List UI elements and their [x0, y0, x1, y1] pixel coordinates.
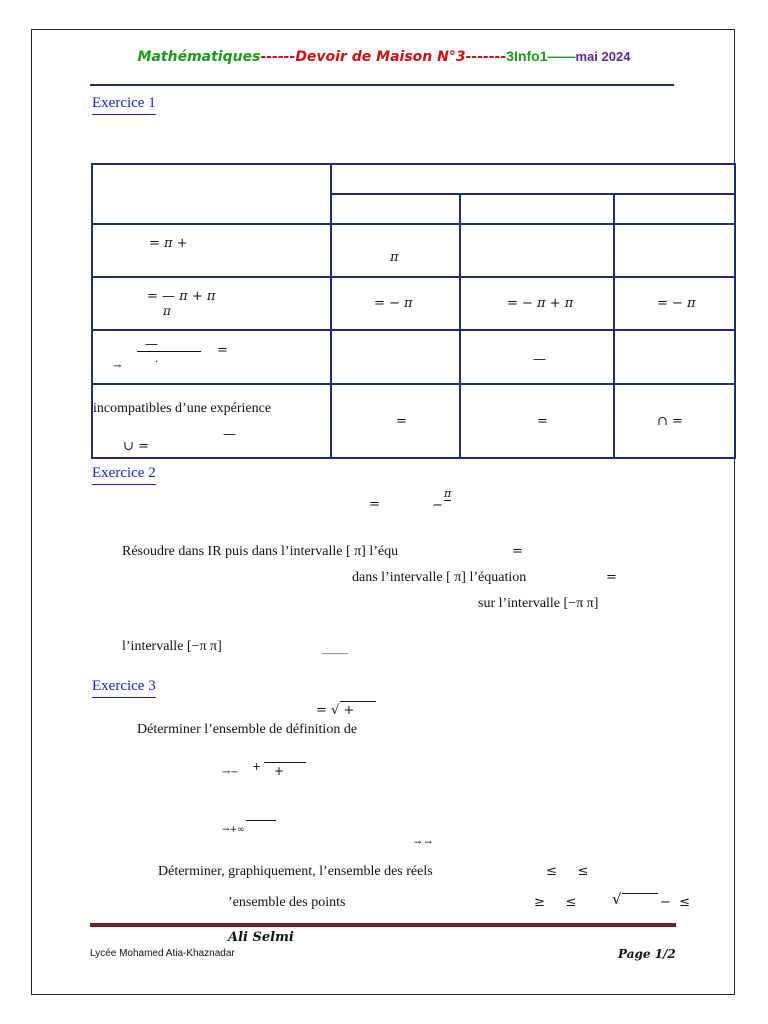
table-row-1-col-2	[460, 224, 614, 277]
exercise-3-line-3-tail: − ≤	[660, 895, 691, 910]
footer-signature: Ali Selmi	[228, 930, 294, 945]
exercise-2-equation-pi: π	[444, 487, 452, 500]
table-row-3-col-1	[331, 330, 460, 384]
document-header	[0, 48, 768, 66]
exercise-3-limit-2-bar	[246, 820, 276, 821]
table-row-2-col-3: = − π	[614, 277, 735, 330]
exercise-3-line-1: Déterminer l’ensemble de définition de	[137, 722, 358, 737]
table-row-2-col-1: = − π	[331, 277, 460, 330]
exercise-1-table	[91, 163, 736, 459]
exercise-3-line-3-sqrt-bar	[622, 893, 658, 894]
exercise-2-title: Exercice 2	[92, 465, 156, 485]
table-row-1-col-3	[614, 224, 735, 277]
footer-page-number: Page 1/2	[618, 947, 676, 961]
table-row-4-label: incompatibles d’une expérience — ∪ =	[92, 384, 331, 458]
table-cell-subheader-2	[460, 194, 614, 224]
exercise-1-title: Exercice 1	[92, 95, 156, 115]
exercise-3-line-3: ’ensemble des points	[228, 895, 346, 910]
header-subject: Mathématiques	[137, 49, 261, 65]
exercise-2-equation-minus: −	[432, 498, 443, 513]
exercise-3-limit-1-plus: +	[252, 760, 262, 773]
exercise-2-equation-equals: =	[369, 497, 380, 512]
table-row-4-col-3: ∩ =	[614, 384, 735, 458]
table-row-1-label: = π +	[92, 224, 331, 277]
table-row-1-col-1: π	[331, 224, 460, 277]
header-date: mai 2024	[575, 49, 631, 64]
exercise-2-line-4-bar: ____	[322, 640, 348, 655]
footer-rule	[90, 923, 676, 927]
exercise-2-line-2-eq: =	[606, 570, 617, 585]
exercise-3-line-3-inequality: ≥ ≤	[534, 895, 577, 910]
exercise-2-line-3: sur l’intervalle [−π π]	[478, 596, 599, 611]
table-row-2-col-2: = − π + π	[460, 277, 614, 330]
table-row-2-label: = — π + π π	[92, 277, 331, 330]
exercise-3-limit-1-sqrt-bar	[264, 762, 306, 763]
exercise-3-limit-1-plus-2: +	[274, 764, 285, 778]
footer-school: Lycée Mohamed Atia-Khaznadar	[90, 948, 235, 959]
exercise-2-line-1: Résoudre dans IR puis dans l’intervalle [ π] l’équ	[122, 544, 399, 559]
header-devoir: Devoir de Maison N°3	[295, 49, 466, 65]
exercise-2-line-1-eq: =	[512, 544, 523, 559]
table-cell-subheader-3	[614, 194, 735, 224]
header-dash-1: ------	[260, 49, 296, 65]
exercise-2-line-4: l’intervalle [−π π]	[122, 639, 222, 654]
header-underline	[90, 84, 674, 86]
exercise-3-title: Exercice 3	[92, 678, 156, 698]
table-row-3-col-2: —	[460, 330, 614, 384]
table-row-4-col-1: =	[331, 384, 460, 458]
table-cell-header-span	[331, 164, 735, 194]
exercise-3-limit-2-arrow: →+∞	[222, 825, 245, 835]
table-row-3-col-3	[614, 330, 735, 384]
exercise-3-line-2-inequality: ≤ ≤	[546, 864, 589, 879]
exercise-3-line-3-sqrt-sign: √	[612, 890, 622, 908]
exercise-3-limit-1-arrow: →−	[222, 767, 239, 778]
exercise-3-sqrt-bar	[340, 701, 376, 702]
table-row-3-label: — = → ·	[92, 330, 331, 384]
header-dash-3: ——	[547, 48, 576, 64]
exercise-3-vectors: → →	[414, 838, 432, 848]
exercise-3-definition-equation: = √ +	[316, 703, 355, 718]
header-dash-2: -------	[465, 49, 507, 65]
table-cell-header-left	[92, 164, 331, 224]
exercise-3-line-2: Déterminer, graphiquement, l’ensemble des réels	[158, 864, 433, 879]
table-row-4-col-2: =	[460, 384, 614, 458]
header-class: 3Info1	[506, 48, 548, 64]
table-cell-subheader-1	[331, 194, 460, 224]
exercise-2-line-2: dans l’intervalle [ π] l’équation	[352, 570, 527, 585]
